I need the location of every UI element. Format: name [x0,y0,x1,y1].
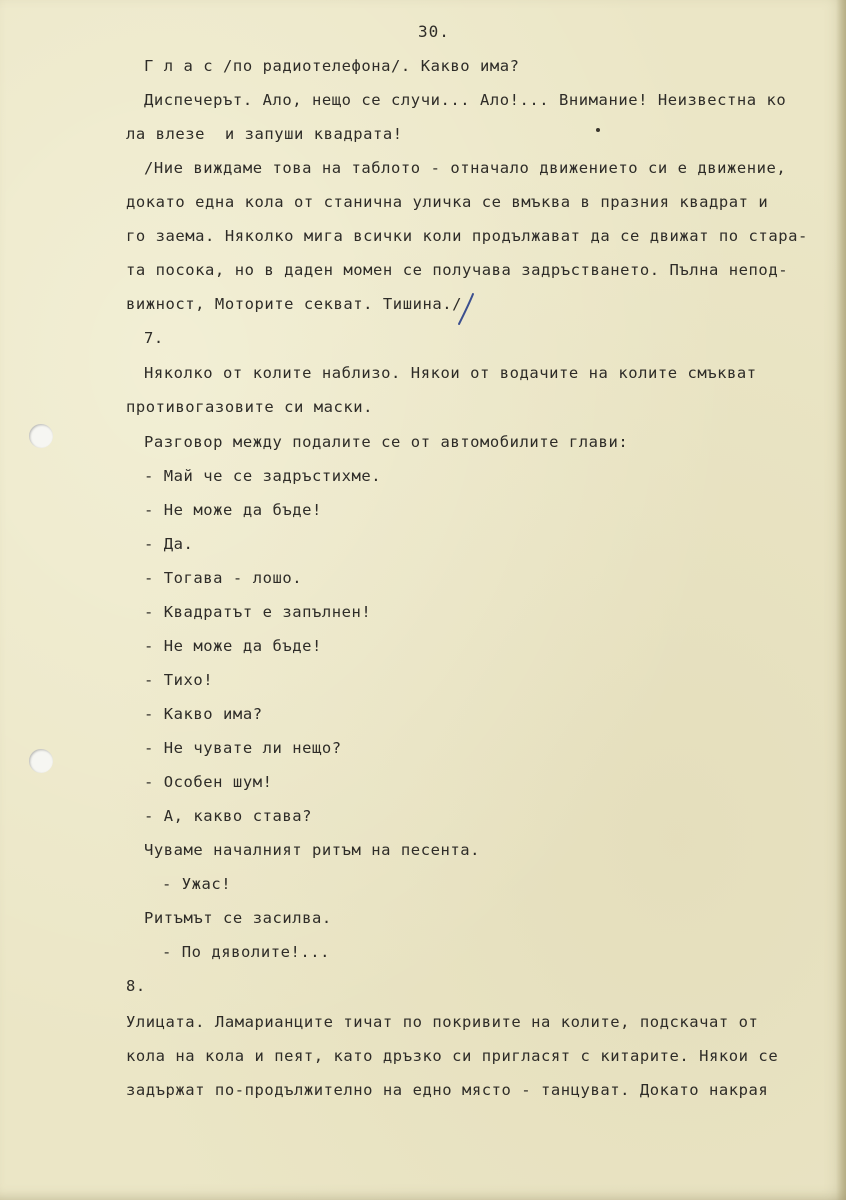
dialogue-line-7: - Тихо! [144,671,214,689]
dialogue-line-10: - Особен шум! [144,773,273,791]
text-line-24: Чуваме началният ритъм на песента. [144,841,480,859]
dialogue-line-9: - Не чувате ли нещо? [144,739,342,757]
text-line-10: Няколко от колите наблизо. Някои от водачите на колите смъкват [144,364,757,382]
text-line-1: Г л а с /по радиотелефона/. Какво има? [144,57,520,75]
dialogue-line-11: - А, какво става? [144,807,312,825]
text-line-4: /Ние виждаме това на таблото - отначало движението си е движение, [144,159,787,177]
dialogue-line-8: - Какво има? [144,705,263,723]
text-line-8: вижност, Моторите секват. Тишина./ [126,295,462,313]
dialogue-line-5: - Квадратът е запълнен! [144,603,372,621]
text-line-2: Диспечерът. Ало, нещо се случи... Ало!... Внимание! Неизвестна ко [144,91,787,109]
text-line-26: Ритъмът се засилва. [144,909,332,927]
text-line-30: кола на кола и пеят, като дръзко си пригласят с китарите. Някои се [126,1047,779,1065]
dialogue-line-2: - Не може да бъде! [144,501,322,519]
text-line-7: та посока, но в даден момен се получава задръстването. Пълна непод- [126,261,789,279]
text-line-11: противогазовите си маски. [126,398,374,416]
text-line-6: го заема. Няколко мига всички коли продължават да се движат по стара- [126,227,808,245]
text-line-12: Разговор между подалите се от автомобилите глави: [144,433,629,451]
dialogue-line-13: - По дяволите!... [162,943,330,961]
text-line-29: Улицата. Ламарианците тичат по покривите на колите, подскачат от [126,1013,759,1031]
text-line-31: задържат по-продължително на едно място - танцуват. Докато накрая [126,1081,769,1099]
section-number-8: 8. [126,977,146,995]
pen-slash-mark [456,292,476,326]
dialogue-line-12: - Ужас! [162,875,232,893]
dialogue-line-4: - Тогава - лошо. [144,569,303,587]
punch-hole-top [29,424,53,448]
dialogue-line-3: - Да. [144,535,194,553]
section-number-7: 7. [144,329,164,347]
text-line-3: ла влезе и запуши квадрата! [126,125,403,143]
text-line-5: докато една кола от станична уличка се вмъква в празния квадрат и [126,193,769,211]
ink-speck [596,128,600,132]
page-number: 30. [418,22,450,41]
dialogue-line-1: - Май че се задръстихме. [144,467,382,485]
punch-hole-bottom [29,749,53,773]
page-edge-shadow [836,0,846,1200]
dialogue-line-6: - Не може да бъде! [144,637,322,655]
